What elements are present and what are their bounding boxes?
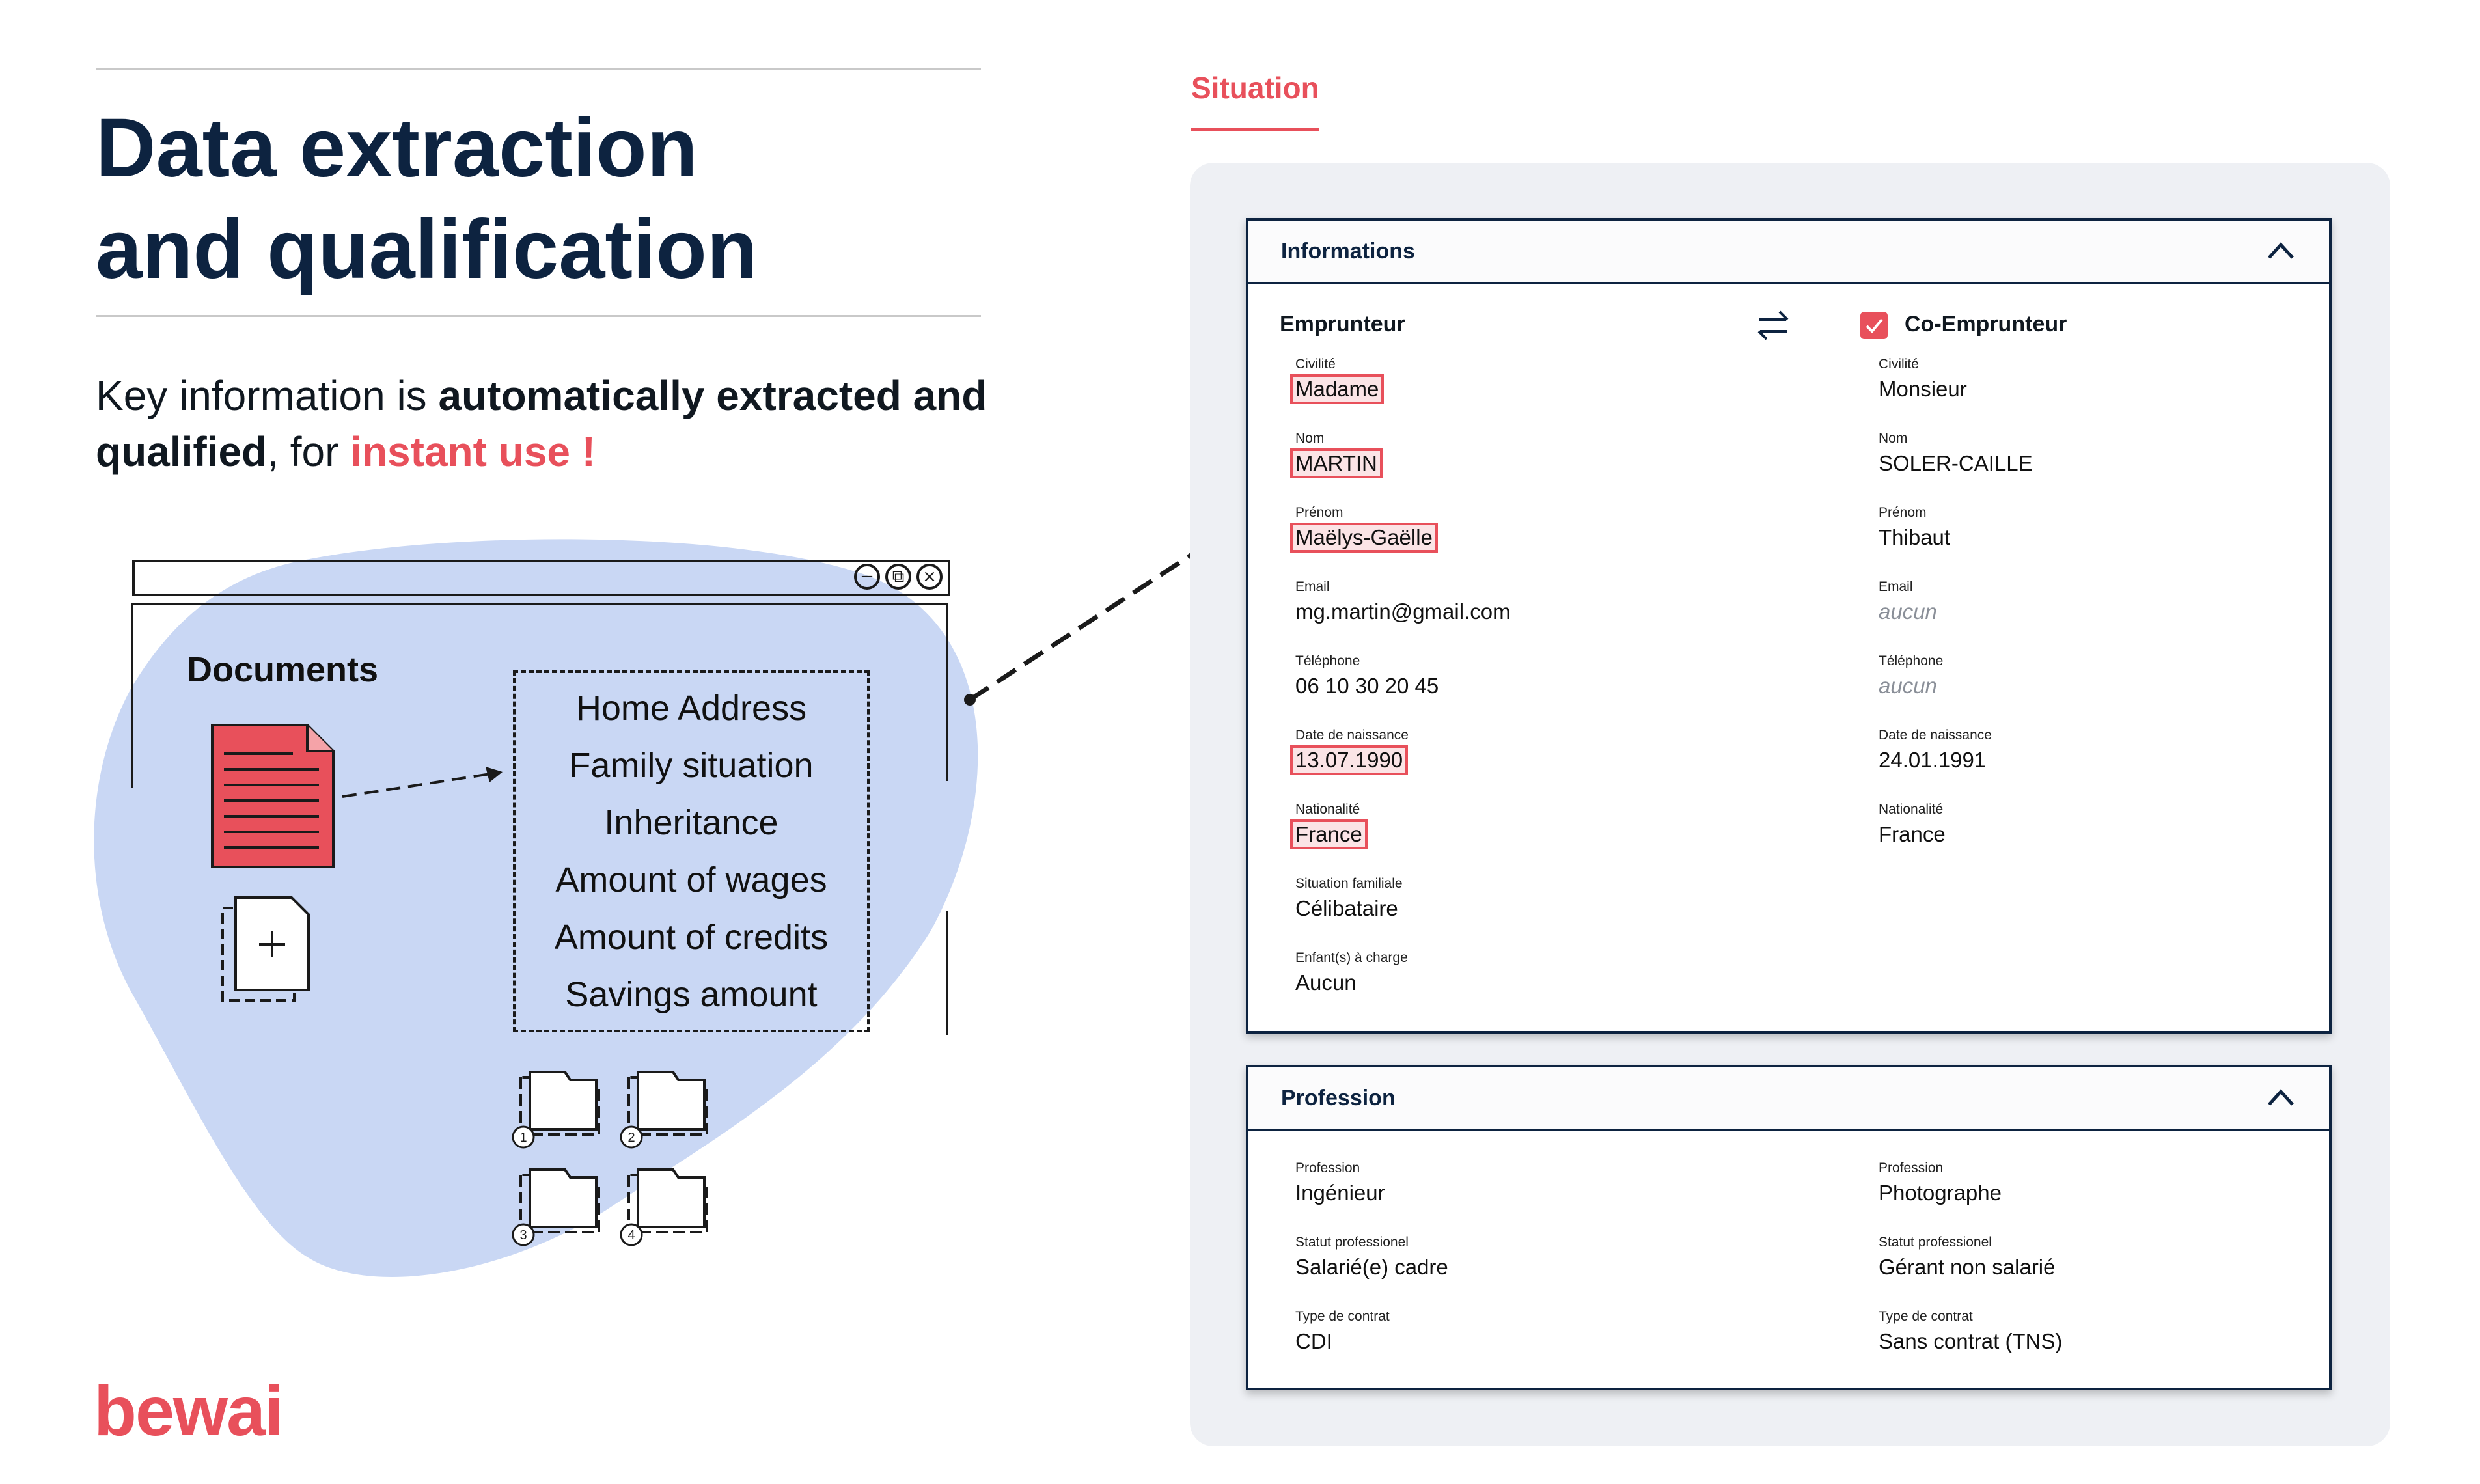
field-label: Type de contrat (1879, 1309, 1973, 1324)
field-label: Date de naissance (1879, 728, 1992, 743)
field-value[interactable]: Célibataire (1295, 896, 1398, 920)
field-value[interactable]: aucun (1879, 674, 1937, 698)
tab-active-indicator (1191, 128, 1319, 131)
field-label: Email (1879, 579, 1913, 594)
co-field-nom (1879, 430, 2037, 477)
field-value[interactable]: aucun (1879, 599, 1937, 624)
field-value[interactable]: CDI (1295, 1329, 1332, 1353)
title-line-2: and qualification (96, 203, 758, 296)
coborrower-checkbox[interactable] (1860, 312, 1888, 339)
minimize-icon: − (854, 564, 880, 590)
tab-situation[interactable]: Situation (1191, 71, 1319, 105)
field-value[interactable]: Sans contrat (TNS) (1879, 1329, 2063, 1353)
co-field-email (1879, 579, 1941, 625)
field-situation-familiale (1295, 875, 1403, 922)
field-value[interactable]: SOLER-CAILLE (1879, 451, 2033, 475)
restore-icon: ⧉ (885, 564, 911, 590)
field-value[interactable]: Madame (1291, 376, 1383, 403)
informations-card (1246, 218, 2332, 1034)
co-field-date-naissance (1879, 727, 1992, 774)
co-field-prenom (1879, 504, 1954, 551)
field-value[interactable]: 24.01.1991 (1879, 748, 1987, 772)
extracted-item: Family situation (569, 746, 814, 785)
field-label: Profession (1295, 1161, 1360, 1175)
extracted-item: Savings amount (565, 975, 818, 1014)
title-line-1: Data extraction (96, 102, 698, 195)
field-label: Nom (1295, 431, 1325, 446)
folder-number-2: 2 (627, 1131, 635, 1145)
field-label: Prénom (1295, 505, 1343, 520)
chevron-up-icon[interactable] (2265, 1082, 2296, 1114)
borrower-heading: Emprunteur (1280, 312, 1405, 337)
field-label: Situation familiale (1295, 876, 1403, 891)
field-prenom (1295, 504, 1437, 551)
field-contrat (1295, 1308, 1390, 1355)
extracted-item: Inheritance (604, 803, 778, 842)
tagline-highlight: instant use ! (350, 428, 596, 475)
field-label: Statut professionel (1879, 1235, 1992, 1250)
field-value[interactable]: France (1879, 822, 1946, 846)
field-value[interactable]: Thibaut (1879, 525, 1951, 549)
co-field-profession (1879, 1160, 2005, 1207)
field-civilite (1295, 356, 1383, 403)
close-icon: × (916, 564, 943, 590)
field-profession (1295, 1160, 1389, 1207)
field-value[interactable]: 06 10 30 20 45 (1295, 674, 1439, 698)
profession-header[interactable] (1248, 1067, 2329, 1131)
field-label: Email (1295, 579, 1330, 594)
field-telephone (1295, 653, 1442, 700)
field-label: Date de naissance (1295, 728, 1409, 743)
coborrower-heading: Co-Emprunteur (1905, 312, 2067, 337)
documents-label: Documents (187, 650, 379, 689)
field-value[interactable]: Ingénieur (1295, 1181, 1385, 1205)
tagline-part-3: , for (267, 428, 351, 475)
field-statut (1295, 1234, 1452, 1281)
field-label: Enfant(s) à charge (1295, 950, 1408, 965)
add-document-icon (220, 895, 318, 1006)
co-field-statut (1879, 1234, 2060, 1281)
field-label: Prénom (1879, 505, 1927, 520)
profession-title: Profession (1281, 1085, 1396, 1110)
chevron-up-icon[interactable] (2265, 236, 2296, 267)
extracted-item: Home Address (575, 689, 807, 728)
field-label: Nationalité (1295, 802, 1360, 817)
folder-number-4: 4 (627, 1228, 635, 1243)
extracted-item: Amount of wages (555, 860, 827, 900)
field-nationalite (1295, 801, 1366, 848)
swap-icon[interactable] (1755, 309, 1791, 342)
tagline-part-1: Key information is (96, 372, 439, 419)
informations-header[interactable] (1248, 221, 2329, 284)
field-value[interactable]: mg.martin@gmail.com (1295, 599, 1511, 624)
field-value[interactable]: Salarié(e) cadre (1295, 1255, 1448, 1279)
co-field-nationalite (1879, 801, 1950, 848)
field-label: Téléphone (1295, 653, 1360, 668)
field-label: Nationalité (1879, 802, 1944, 817)
field-label: Statut professionel (1295, 1235, 1409, 1250)
folder-icon (521, 1072, 707, 1232)
co-field-telephone (1879, 653, 1943, 700)
field-label: Nom (1879, 431, 1908, 446)
co-field-contrat (1879, 1308, 2066, 1355)
extracted-item: Amount of credits (554, 918, 829, 957)
field-enfants (1295, 950, 1408, 996)
co-field-civilite (1879, 356, 1971, 403)
field-value[interactable]: Aucun (1295, 970, 1357, 995)
tagline-emphasis: automatically extracted and qualified (96, 372, 987, 475)
field-value[interactable]: Photographe (1879, 1181, 2002, 1205)
numbered-folders (508, 1064, 729, 1259)
field-label: Profession (1879, 1161, 1944, 1175)
brand-logo: bewai (94, 1371, 283, 1450)
field-value[interactable]: France (1291, 821, 1366, 848)
field-value[interactable]: Monsieur (1879, 377, 1967, 401)
field-value[interactable]: MARTIN (1291, 450, 1381, 477)
field-email (1295, 579, 1515, 625)
field-value[interactable]: Gérant non salarié (1879, 1255, 2056, 1279)
field-label: Civilité (1879, 357, 1919, 372)
flow-arrow-icon (0, 0, 1269, 781)
check-icon (1860, 312, 1888, 339)
field-label: Type de contrat (1295, 1309, 1390, 1324)
field-nom (1295, 430, 1381, 477)
informations-title: Informations (1281, 238, 1415, 264)
field-value[interactable]: 13.07.1990 (1291, 747, 1407, 774)
folder-number-3: 3 (519, 1228, 527, 1243)
field-label: Téléphone (1879, 653, 1944, 668)
field-value[interactable]: Maëlys-Gaëlle (1291, 524, 1437, 551)
folder-number-1: 1 (519, 1131, 527, 1145)
profession-card (1246, 1065, 2332, 1390)
field-date-naissance (1295, 727, 1409, 774)
field-label: Civilité (1295, 357, 1336, 372)
